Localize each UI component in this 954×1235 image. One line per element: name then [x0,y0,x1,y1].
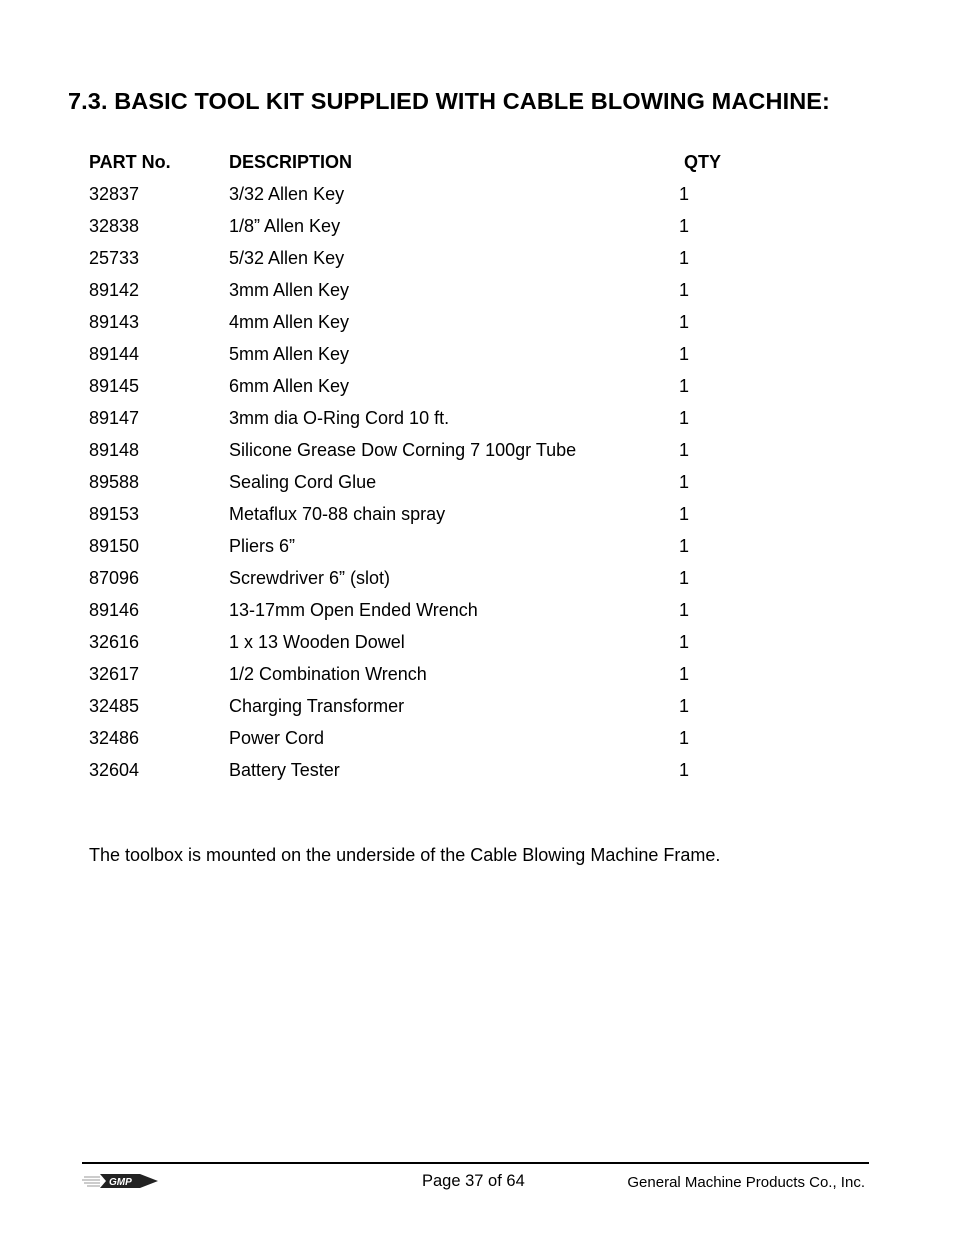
table-row [89,274,789,306]
cell-qty: 1 [679,696,690,716]
table-header-row [89,146,789,178]
cell-part-no: 89588 [89,472,140,492]
cell-part-no: 32485 [89,696,140,716]
cell-part-no: 89144 [89,344,140,364]
table-row [89,754,789,786]
cell-description: 3mm dia O-Ring Cord 10 ft. [229,408,450,428]
cell-description: 3mm Allen Key [229,280,350,300]
table-row [89,178,789,210]
footer-divider [82,1162,869,1164]
cell-qty: 1 [679,344,690,364]
cell-qty: 1 [679,664,690,684]
cell-part-no: 32486 [89,728,140,748]
cell-part-no: 87096 [89,568,140,588]
cell-qty: 1 [679,312,690,332]
cell-qty: 1 [679,600,690,620]
cell-part-no: 89153 [89,504,140,524]
cell-part-no: 89142 [89,280,140,300]
cell-part-no: 32616 [89,632,140,652]
gmp-logo [82,1168,162,1194]
cell-description: 6mm Allen Key [229,376,350,396]
cell-description: 4mm Allen Key [229,312,350,332]
cell-description: 5mm Allen Key [229,344,350,364]
cell-qty: 1 [679,408,690,428]
cell-part-no: 32838 [89,216,140,236]
table-row [89,306,789,338]
cell-part-no: 89150 [89,536,140,556]
table-row [89,594,789,626]
cell-qty: 1 [679,536,690,556]
table-row [89,690,789,722]
table-row [89,434,789,466]
cell-qty: 1 [679,248,690,268]
cell-part-no: 32837 [89,184,140,204]
cell-description: Metaflux 70-88 chain spray [229,504,446,524]
cell-description: 1 x 13 Wooden Dowel [229,632,405,652]
table-row [89,370,789,402]
cell-qty: 1 [679,728,690,748]
cell-part-no: 32617 [89,664,140,684]
cell-part-no: 25733 [89,248,140,268]
cell-description: 3/32 Allen Key [229,184,345,204]
cell-qty: 1 [679,280,690,300]
cell-part-no: 89146 [89,600,140,620]
cell-description: Silicone Grease Dow Corning 7 100gr Tube [229,440,577,460]
table-row [89,466,789,498]
table-row [89,530,789,562]
cell-part-no: 89147 [89,408,140,428]
table-row [89,722,789,754]
cell-description: Battery Tester [229,760,340,780]
page-title: 7.3. BASIC TOOL KIT SUPPLIED WITH CABLE BLOWING MACHINE: [68,88,830,114]
cell-description: Pliers 6” [229,536,296,556]
cell-part-no: 89145 [89,376,140,396]
cell-description: Power Cord [229,728,325,748]
cell-part-no: 89148 [89,440,140,460]
cell-description: 1/8” Allen Key [229,216,341,236]
cell-description: 5/32 Allen Key [229,248,345,268]
company-name: General Machine Products Co., Inc. [627,1174,865,1191]
table-row [89,498,789,530]
table-row [89,562,789,594]
cell-description: Screwdriver 6” (slot) [229,568,391,588]
page-number: Page 37 of 64 [422,1172,525,1190]
cell-qty: 1 [679,568,690,588]
cell-qty: 1 [679,440,690,460]
cell-qty: 1 [679,632,690,652]
table-row [89,626,789,658]
cell-description: Charging Transformer [229,696,405,716]
header-qty: QTY [684,152,722,172]
cell-qty: 1 [679,760,690,780]
cell-qty: 1 [679,216,690,236]
cell-part-no: 32604 [89,760,140,780]
cell-description: Sealing Cord Glue [229,472,377,492]
header-part-no: PART No. [89,152,171,172]
parts-table [89,146,789,786]
cell-description: 1/2 Combination Wrench [229,664,427,684]
table-row [89,242,789,274]
cell-qty: 1 [679,376,690,396]
header-description: DESCRIPTION [229,152,353,172]
cell-qty: 1 [679,472,690,492]
cell-description: 13-17mm Open Ended Wrench [229,600,478,620]
logo-lettering: GMP [109,1177,132,1188]
toolbox-note: The toolbox is mounted on the underside of the Cable Blowing Machine Frame. [89,845,721,865]
table-row [89,658,789,690]
table-row [89,402,789,434]
cell-part-no: 89143 [89,312,140,332]
cell-qty: 1 [679,504,690,524]
logo-speed-lines [82,1177,100,1186]
cell-qty: 1 [679,184,690,204]
table-row [89,210,789,242]
table-row [89,338,789,370]
